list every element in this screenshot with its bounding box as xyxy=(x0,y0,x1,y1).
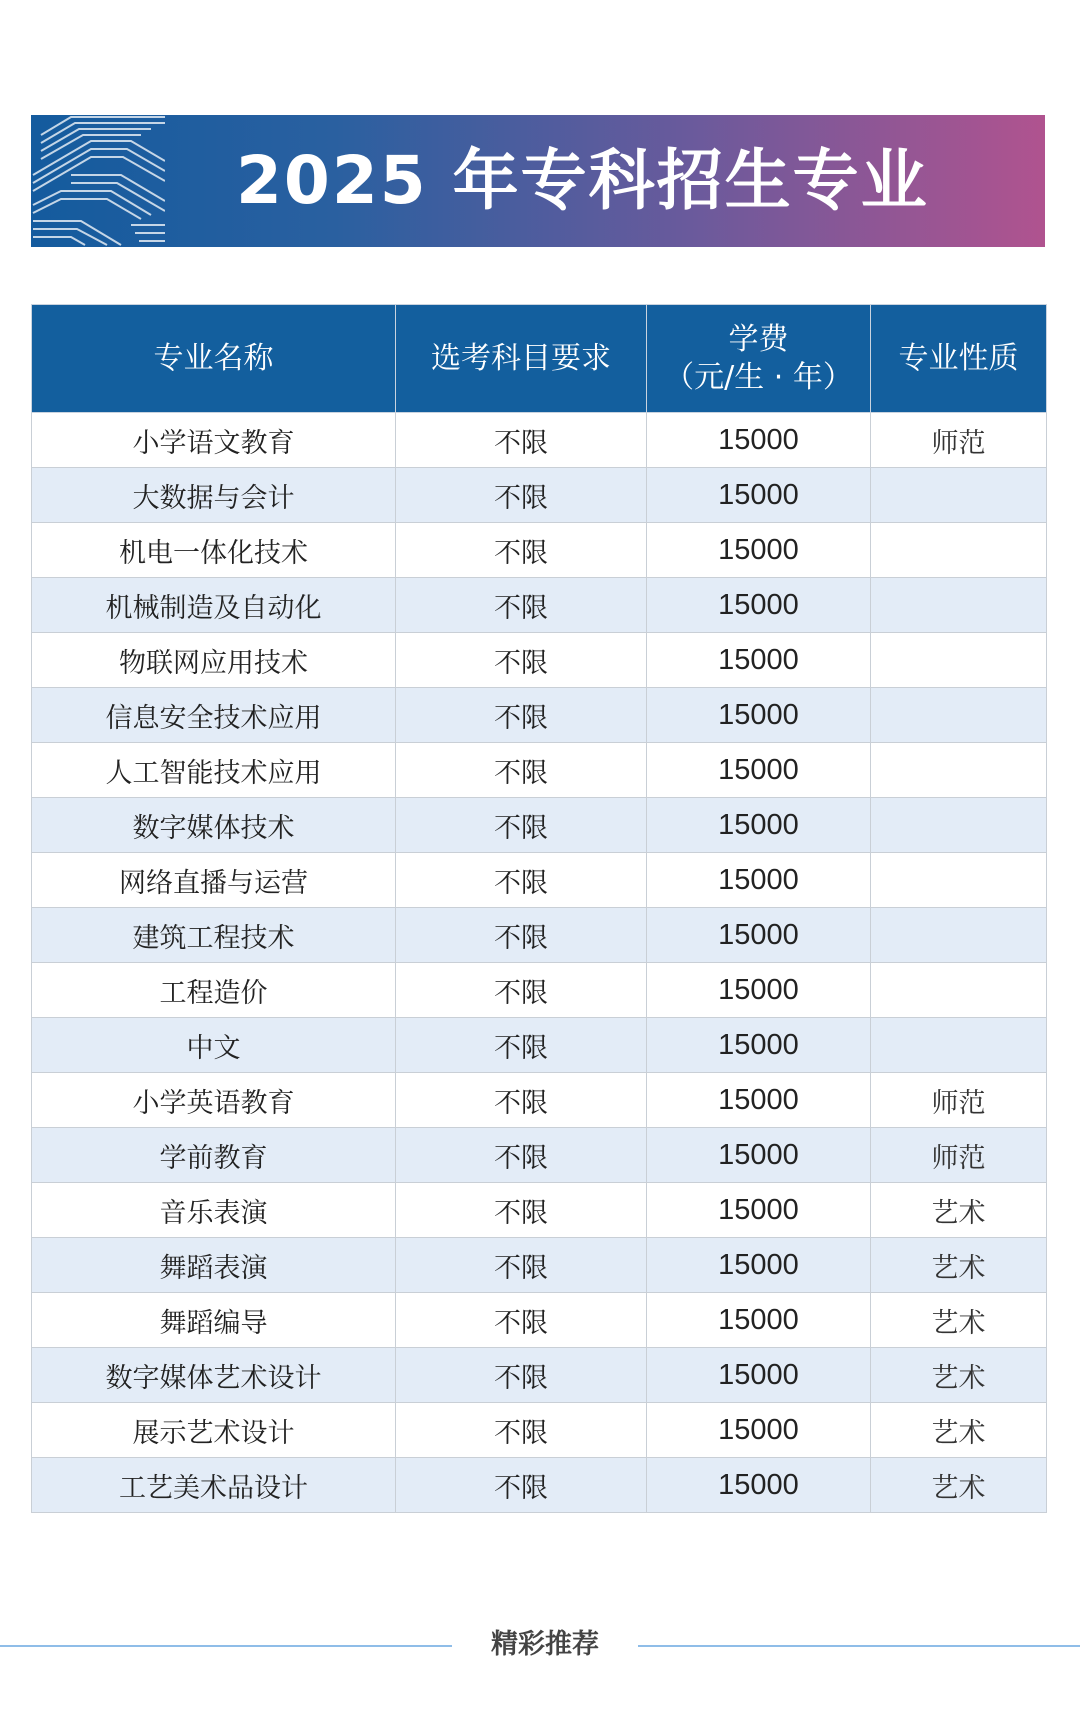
tuition-cell: 15000 xyxy=(647,578,871,633)
table-row xyxy=(32,743,1047,798)
footer-divider-left xyxy=(0,1645,452,1647)
table-row xyxy=(32,1073,1047,1128)
subject-requirement-cell: 不限 xyxy=(396,1238,647,1293)
majors-table xyxy=(31,304,1047,1513)
table-row xyxy=(32,1348,1047,1403)
major-nature-cell: 艺术 xyxy=(871,1183,1047,1238)
major-nature-cell xyxy=(871,468,1047,523)
tuition-cell: 15000 xyxy=(647,853,871,908)
major-name-cell: 数字媒体技术 xyxy=(32,798,396,853)
subject-requirement-cell: 不限 xyxy=(396,1018,647,1073)
major-nature-cell xyxy=(871,688,1047,743)
tuition-cell: 15000 xyxy=(647,798,871,853)
major-name-cell: 信息安全技术应用 xyxy=(32,688,396,743)
table-header-row xyxy=(32,305,1047,413)
major-nature-cell: 艺术 xyxy=(871,1293,1047,1348)
tuition-cell: 15000 xyxy=(647,1128,871,1183)
major-nature-cell xyxy=(871,633,1047,688)
striped-hexagon-logo-icon xyxy=(31,115,165,247)
major-name-cell: 学前教育 xyxy=(32,1128,396,1183)
major-nature-cell xyxy=(871,798,1047,853)
tuition-cell: 15000 xyxy=(647,633,871,688)
table-row xyxy=(32,633,1047,688)
header-major-nature: 专业性质 xyxy=(871,305,1047,413)
tuition-cell: 15000 xyxy=(647,1238,871,1293)
subject-requirement-cell: 不限 xyxy=(396,1458,647,1513)
major-nature-cell: 艺术 xyxy=(871,1238,1047,1293)
subject-requirement-cell: 不限 xyxy=(396,743,647,798)
major-name-cell: 工艺美术品设计 xyxy=(32,1458,396,1513)
major-nature-cell: 艺术 xyxy=(871,1348,1047,1403)
table-row xyxy=(32,963,1047,1018)
major-nature-cell xyxy=(871,908,1047,963)
subject-requirement-cell: 不限 xyxy=(396,523,647,578)
table-row xyxy=(32,1293,1047,1348)
table-row xyxy=(32,688,1047,743)
major-name-cell: 中文 xyxy=(32,1018,396,1073)
major-name-cell: 人工智能技术应用 xyxy=(32,743,396,798)
subject-requirement-cell: 不限 xyxy=(396,468,647,523)
major-name-cell: 机械制造及自动化 xyxy=(32,578,396,633)
major-name-cell: 舞蹈表演 xyxy=(32,1238,396,1293)
major-name-cell: 展示艺术设计 xyxy=(32,1403,396,1458)
table-row xyxy=(32,908,1047,963)
table-row xyxy=(32,1018,1047,1073)
header-major-name: 专业名称 xyxy=(32,305,396,413)
page-title: 2025 年专科招生专业 xyxy=(236,142,929,219)
tuition-cell: 15000 xyxy=(647,1183,871,1238)
subject-requirement-cell: 不限 xyxy=(396,1348,647,1403)
major-name-cell: 音乐表演 xyxy=(32,1183,396,1238)
subject-requirement-cell: 不限 xyxy=(396,1183,647,1238)
table-row xyxy=(32,1238,1047,1293)
tuition-cell: 15000 xyxy=(647,743,871,798)
subject-requirement-cell: 不限 xyxy=(396,798,647,853)
major-nature-cell xyxy=(871,1018,1047,1073)
subject-requirement-cell: 不限 xyxy=(396,578,647,633)
subject-requirement-cell: 不限 xyxy=(396,963,647,1018)
major-name-cell: 工程造价 xyxy=(32,963,396,1018)
major-name-cell: 大数据与会计 xyxy=(32,468,396,523)
major-name-cell: 小学语文教育 xyxy=(32,413,396,468)
subject-requirement-cell: 不限 xyxy=(396,413,647,468)
table-row xyxy=(32,1128,1047,1183)
recommendation-footer xyxy=(0,1625,1080,1665)
major-nature-cell xyxy=(871,523,1047,578)
subject-requirement-cell: 不限 xyxy=(396,1073,647,1128)
subject-requirement-cell: 不限 xyxy=(396,853,647,908)
major-name-cell: 机电一体化技术 xyxy=(32,523,396,578)
tuition-cell: 15000 xyxy=(647,688,871,743)
table-row xyxy=(32,578,1047,633)
major-nature-cell xyxy=(871,578,1047,633)
tuition-cell: 15000 xyxy=(647,1348,871,1403)
table-row xyxy=(32,1458,1047,1513)
major-name-cell: 建筑工程技术 xyxy=(32,908,396,963)
tuition-cell: 15000 xyxy=(647,1018,871,1073)
subject-requirement-cell: 不限 xyxy=(396,633,647,688)
tuition-cell: 15000 xyxy=(647,523,871,578)
footer-label: 精彩推荐 xyxy=(491,1629,599,1660)
major-nature-cell: 艺术 xyxy=(871,1458,1047,1513)
major-name-cell: 网络直播与运营 xyxy=(32,853,396,908)
subject-requirement-cell: 不限 xyxy=(396,688,647,743)
table-row xyxy=(32,523,1047,578)
table-row xyxy=(32,798,1047,853)
major-nature-cell xyxy=(871,743,1047,798)
table-row xyxy=(32,1183,1047,1238)
tuition-cell: 15000 xyxy=(647,1458,871,1513)
tuition-cell: 15000 xyxy=(647,1073,871,1128)
major-name-cell: 小学英语教育 xyxy=(32,1073,396,1128)
major-name-cell: 物联网应用技术 xyxy=(32,633,396,688)
footer-divider-right xyxy=(638,1645,1080,1647)
major-name-cell: 舞蹈编导 xyxy=(32,1293,396,1348)
major-name-cell: 数字媒体艺术设计 xyxy=(32,1348,396,1403)
table-row xyxy=(32,1403,1047,1458)
header-tuition xyxy=(647,305,871,413)
subject-requirement-cell: 不限 xyxy=(396,1293,647,1348)
table-body xyxy=(32,413,1047,1513)
major-nature-cell xyxy=(871,963,1047,1018)
tuition-cell: 15000 xyxy=(647,1403,871,1458)
table-row xyxy=(32,468,1047,523)
header-subject-requirement: 选考科目要求 xyxy=(396,305,647,413)
title-banner xyxy=(31,115,1045,247)
tuition-cell: 15000 xyxy=(647,1293,871,1348)
major-nature-cell xyxy=(871,853,1047,908)
tuition-cell: 15000 xyxy=(647,963,871,1018)
subject-requirement-cell: 不限 xyxy=(396,1403,647,1458)
major-nature-cell: 师范 xyxy=(871,1128,1047,1183)
major-nature-cell: 师范 xyxy=(871,413,1047,468)
subject-requirement-cell: 不限 xyxy=(396,908,647,963)
subject-requirement-cell: 不限 xyxy=(396,1128,647,1183)
tuition-cell: 15000 xyxy=(647,413,871,468)
header-tuition-unit: （元/生 · 年） xyxy=(664,359,853,395)
table-row xyxy=(32,853,1047,908)
major-nature-cell: 艺术 xyxy=(871,1403,1047,1458)
major-nature-cell: 师范 xyxy=(871,1073,1047,1128)
tuition-cell: 15000 xyxy=(647,908,871,963)
tuition-cell: 15000 xyxy=(647,468,871,523)
header-tuition-label: 学费 xyxy=(728,321,789,357)
table-row xyxy=(32,413,1047,468)
